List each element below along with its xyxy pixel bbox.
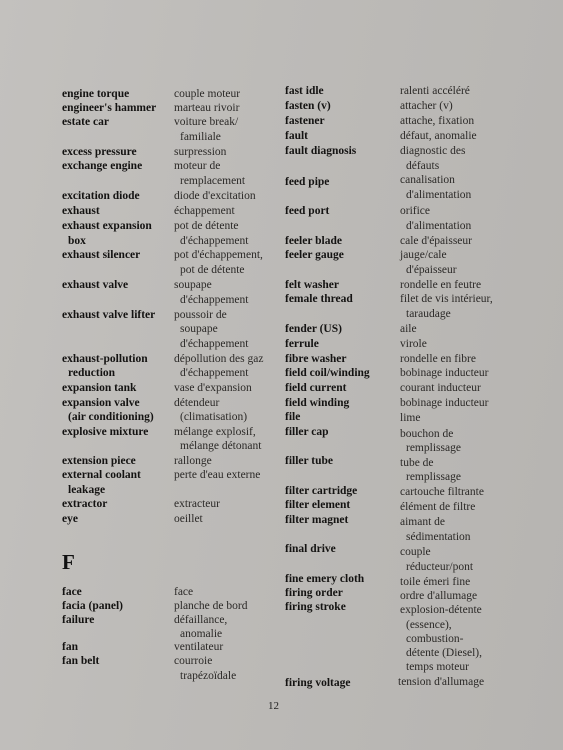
translation: diagnostic des — [400, 145, 466, 157]
translation: explosion-détente — [400, 604, 482, 616]
translation: cartouche filtrante — [400, 486, 484, 498]
translation: ventilateur — [174, 641, 224, 653]
headword: fender (US) — [285, 323, 342, 335]
headword: facia (panel) — [62, 600, 124, 612]
headword: fine emery cloth — [285, 573, 365, 585]
headword: feed port — [285, 205, 330, 217]
translation: voiture break/ — [174, 116, 239, 128]
translation: toile émeri fine — [400, 576, 471, 588]
headword: feeler gauge — [285, 249, 344, 261]
translation: d'alimentation — [406, 220, 472, 232]
headword: failure — [62, 614, 95, 626]
headword: explosive mixture — [62, 426, 149, 438]
translation: ralenti accéléré — [400, 85, 470, 97]
translation: poussoir de — [174, 309, 227, 321]
translation: d'échappement — [180, 367, 249, 379]
headword: file — [285, 411, 301, 423]
translation: dépollution des gaz — [174, 353, 264, 365]
headword: exchange engine — [62, 160, 143, 172]
translation: d'épaisseur — [406, 264, 457, 276]
translation: d'échappement — [180, 235, 249, 247]
translation: canalisation — [400, 174, 455, 186]
headword: excess pressure — [62, 146, 137, 158]
headword: fasten (v) — [285, 100, 331, 112]
translation: (climatisation) — [180, 411, 248, 423]
translation: virole — [400, 338, 427, 350]
translation: filet de vis intérieur, — [400, 293, 493, 305]
translation: bouchon de — [400, 428, 454, 440]
translation: rondelle en fibre — [400, 353, 476, 365]
translation: sédimentation — [406, 531, 471, 543]
translation: rallonge — [174, 455, 212, 467]
headword: filler tube — [285, 455, 334, 467]
translation: défaillance, — [174, 614, 228, 626]
translation: marteau rivoir — [174, 102, 240, 114]
headword: expansion tank — [62, 382, 137, 394]
translation: pot d'échappement, — [174, 249, 263, 261]
translation: défaut, anomalie — [400, 130, 477, 142]
translation: bobinage inducteur — [400, 367, 489, 379]
translation: jauge/cale — [400, 249, 447, 261]
translation: tension d'allumage — [398, 676, 485, 688]
headword: extension piece — [62, 455, 136, 467]
translation: bobinage inducteur — [400, 397, 489, 409]
translation: d'échappement — [180, 294, 249, 306]
translation: tube de — [400, 457, 434, 469]
translation: ordre d'allumage — [400, 590, 478, 602]
headword: firing order — [285, 587, 343, 599]
headword: engine torque — [62, 88, 130, 100]
headword: field current — [285, 382, 347, 394]
headword: feeler blade — [285, 235, 342, 247]
translation: attacher (v) — [400, 100, 453, 112]
translation: élément de filtre — [400, 501, 476, 513]
headword: fibre washer — [285, 353, 347, 365]
headword: reduction — [68, 367, 116, 379]
translation: mélange détonant — [180, 440, 262, 452]
translation: échappement — [174, 205, 235, 217]
translation: familiale — [180, 131, 221, 143]
headword: feed pipe — [285, 176, 330, 188]
translation: courroie — [174, 655, 213, 667]
translation: pot de détente — [180, 264, 245, 276]
translation: couple moteur — [174, 88, 241, 100]
translation: lime — [400, 412, 421, 424]
headword: filler cap — [285, 426, 329, 438]
headword: face — [62, 586, 82, 598]
headword: fan — [62, 641, 78, 653]
headword: filter element — [285, 499, 351, 511]
headword: expansion valve — [62, 397, 140, 409]
headword: fastener — [285, 115, 325, 127]
translation: anomalie — [180, 628, 223, 640]
headword: extractor — [62, 498, 108, 510]
translation: extracteur — [174, 498, 220, 510]
translation: surpression — [174, 146, 227, 158]
headword: exhaust silencer — [62, 249, 141, 261]
headword: female thread — [285, 293, 353, 305]
translation: d'échappement — [180, 338, 249, 350]
translation: remplacement — [180, 175, 246, 187]
translation: pot de détente — [174, 220, 239, 232]
translation: diode d'excitation — [174, 190, 256, 202]
headword: fast idle — [285, 85, 324, 97]
headword: box — [68, 235, 86, 247]
translation: oeillet — [174, 513, 203, 525]
page-number: 12 — [268, 700, 279, 712]
translation: moteur de — [174, 160, 221, 172]
translation: courant inducteur — [400, 382, 481, 394]
translation: détendeur — [174, 397, 220, 409]
translation: aimant de — [400, 516, 446, 528]
translation: cale d'épaisseur — [400, 235, 472, 247]
translation: (essence), — [406, 619, 452, 631]
translation: rondelle en feutre — [400, 279, 482, 291]
translation: combustion- — [406, 633, 464, 645]
headword: exhaust valve — [62, 279, 129, 291]
headword: exhaust valve lifter — [62, 309, 156, 321]
headword: field winding — [285, 397, 350, 409]
translation: défauts — [406, 160, 440, 172]
translation: remplissage — [406, 442, 461, 454]
translation: couple — [400, 546, 431, 558]
translation: mélange explosif, — [174, 426, 256, 438]
translation: d'alimentation — [406, 189, 472, 201]
translation: trapézoïdale — [180, 670, 237, 682]
headword: eye — [62, 513, 78, 525]
headword: firing stroke — [285, 601, 346, 613]
translation: soupape — [174, 279, 212, 291]
headword: estate car — [62, 116, 109, 128]
headword: engineer's hammer — [62, 102, 157, 114]
translation: réducteur/pont — [406, 561, 474, 573]
headword: filter cartridge — [285, 485, 358, 497]
translation: vase d'expansion — [174, 382, 252, 394]
translation: orifice — [400, 205, 431, 217]
headword: ferrule — [285, 338, 319, 350]
translation: soupape — [180, 323, 218, 335]
translation: aile — [400, 323, 417, 335]
section-letter-heading: F — [62, 550, 75, 574]
headword: felt washer — [285, 279, 339, 291]
translation: attache, fixation — [400, 115, 475, 127]
headword: fault diagnosis — [285, 145, 357, 157]
headword: exhaust — [62, 205, 100, 217]
headword: field coil/winding — [285, 367, 370, 379]
headword: firing voltage — [285, 677, 351, 689]
translation: planche de bord — [174, 600, 248, 612]
translation: détente (Diesel), — [406, 647, 482, 659]
headword: (air conditioning) — [68, 411, 154, 423]
headword: excitation diode — [62, 190, 140, 202]
headword: final drive — [285, 543, 336, 555]
headword: filter magnet — [285, 514, 349, 526]
headword: fault — [285, 130, 308, 142]
translation: perte d'eau externe — [174, 469, 261, 481]
translation: taraudage — [406, 308, 451, 320]
headword: exhaust expansion — [62, 220, 152, 232]
translation: remplissage — [406, 471, 461, 483]
headword: fan belt — [62, 655, 100, 667]
headword: external coolant — [62, 469, 141, 481]
translation: temps moteur — [406, 661, 469, 673]
headword: leakage — [68, 484, 106, 496]
headword: exhaust-pollution — [62, 353, 148, 365]
translation: face — [174, 586, 194, 598]
